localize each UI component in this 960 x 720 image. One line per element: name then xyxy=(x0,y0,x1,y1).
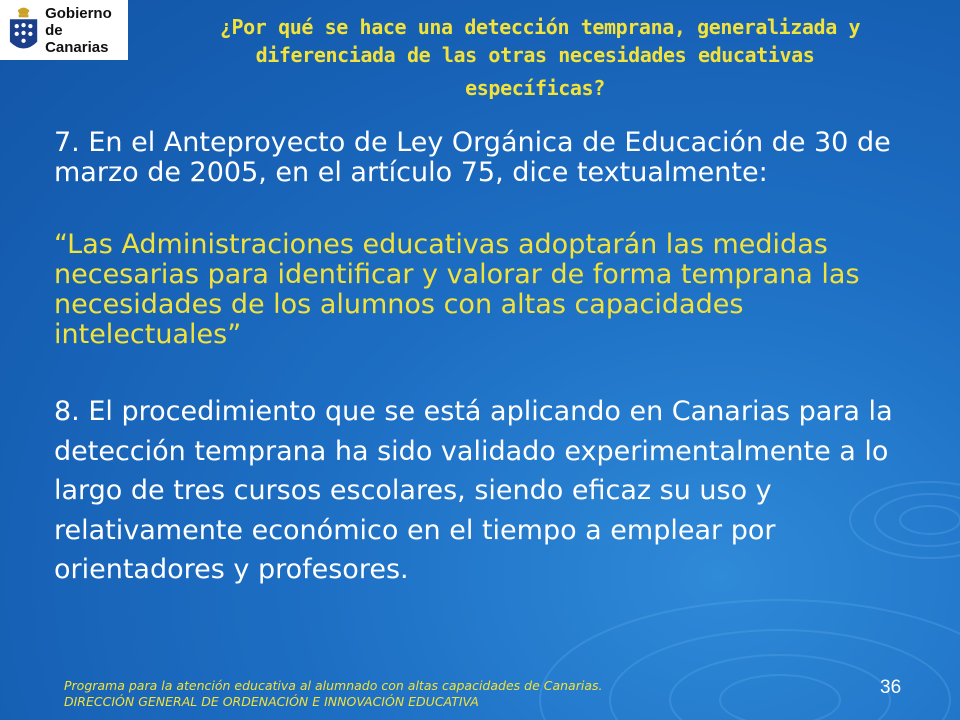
logo-line-2: de Canarias xyxy=(45,21,109,56)
title-line-1: ¿Por qué se hace una detección temprana, generalizada y xyxy=(219,15,861,39)
footer-line-1: Programa para la atención educativa al alumnado con altas capacidades de Canarias. xyxy=(64,678,603,693)
title-line-3: específicas? xyxy=(465,76,605,100)
paragraph-7: 7. En el Anteproyecto de Ley Orgánica de Educación de 30 de marzo de 2005, en el artículo 75, dice textualmente: xyxy=(54,127,891,188)
paragraph-8: 8. El procedimiento que se está aplicando en Canarias para la detección temprana ha sido validado experimentalmente a lo largo de tres cursos escolares, siendo eficaz su uso y relativamente económico en el tiempo a emplear por orientadores y profesores. xyxy=(54,396,893,585)
logo-line-1: Gobierno xyxy=(45,4,112,22)
page-number: 36 xyxy=(880,677,902,698)
government-logo xyxy=(0,0,128,60)
footer xyxy=(64,678,602,710)
slide-title xyxy=(135,10,935,104)
law-quote: “Las Administraciones educativas adoptarán las medidas necesarias para identificar y valorar de forma temprana las necesidades de los alumnos con altas capacidades intelectuales” xyxy=(54,229,860,350)
title-line-2: diferenciada de las otras necesidades educativas xyxy=(255,43,815,67)
coat-of-arms-icon xyxy=(6,4,41,56)
footer-line-2: DIRECCIÓN GENERAL DE ORDENACIÓN E INNOVACIÓN EDUCATIVA xyxy=(64,694,479,709)
